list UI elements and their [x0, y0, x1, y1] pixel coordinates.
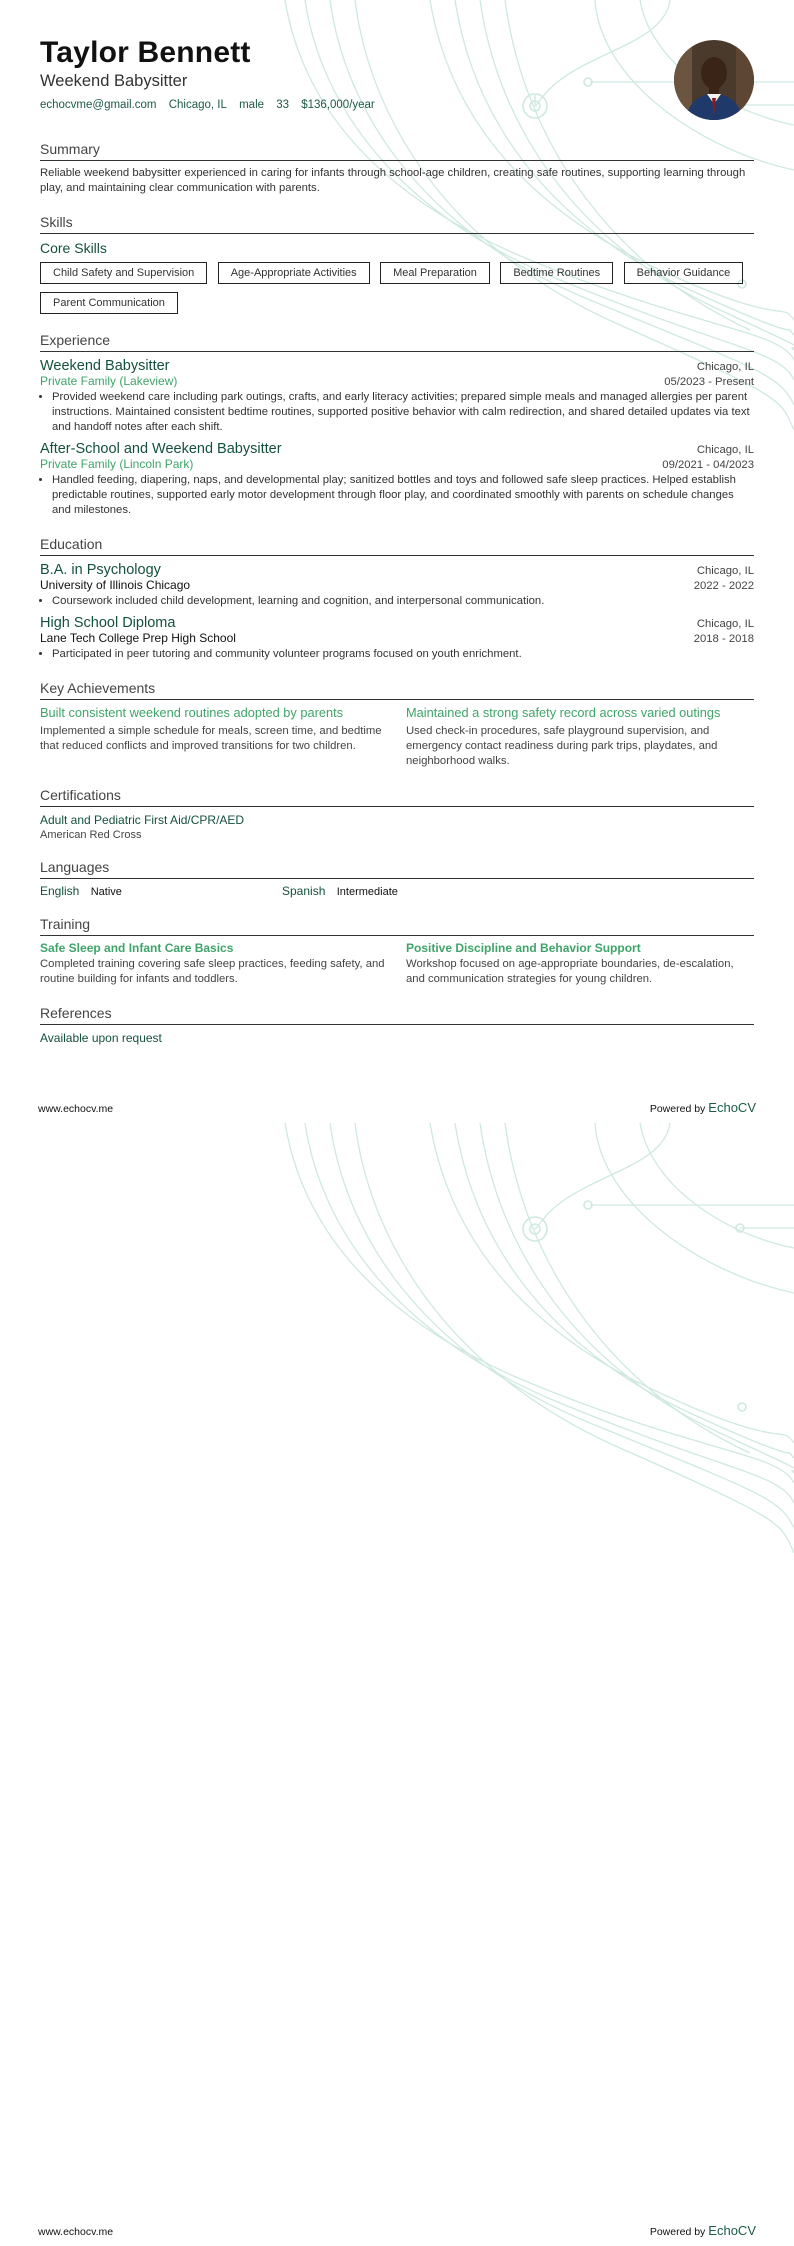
language-name: English [40, 884, 80, 898]
experience-entry [40, 441, 754, 518]
page-footer [38, 1100, 756, 1115]
footer-powered-by [650, 2223, 756, 2238]
achievement-item [40, 705, 388, 769]
resume-page-2 [0, 1123, 794, 2246]
experience-entry [40, 358, 754, 435]
education-entry [40, 562, 754, 609]
education-heading: Education [40, 536, 754, 556]
job-location: Chicago, IL [696, 444, 754, 456]
language-item [282, 884, 524, 898]
contact-salary: $136,000/year [301, 99, 375, 111]
school-location: Chicago, IL [696, 618, 754, 630]
skill-tag: Bedtime Routines [500, 262, 613, 284]
school-location: Chicago, IL [696, 565, 754, 577]
languages-section [40, 859, 754, 898]
school-name: University of Illinois Chicago [40, 578, 191, 592]
language-name: Spanish [282, 884, 326, 898]
experience-section [40, 332, 754, 518]
job-employer: Private Family (Lakeview) [40, 374, 178, 388]
certifications-section [40, 787, 754, 841]
training-desc: Workshop focused on age-appropriate boundaries, de-escalation, and communication strategies for young children. [406, 958, 734, 985]
education-dates: 2018 - 2018 [693, 633, 754, 645]
footer-site-link[interactable]: www.echocv.me [38, 1103, 114, 1115]
achievements-heading: Key Achievements [40, 680, 754, 700]
education-dates: 2022 - 2022 [693, 580, 754, 592]
certifications-heading: Certifications [40, 787, 754, 807]
school-name: Lane Tech College Prep High School [40, 631, 236, 645]
education-entry [40, 615, 754, 662]
certification-issuer: American Red Cross [40, 829, 142, 841]
contact-gender: male [239, 99, 265, 111]
powered-by-text: Powered by [649, 2226, 706, 2238]
language-item [40, 884, 282, 898]
job-dates: 05/2023 - Present [664, 376, 754, 388]
education-bullet: • Participated in peer tutoring and community volunteer programs focused on youth enrichment. [52, 647, 754, 662]
contact-email[interactable]: echocvme@gmail.com [40, 99, 157, 111]
page-footer [38, 2223, 756, 2238]
education-section [40, 536, 754, 662]
achievement-desc: Used check-in procedures, safe playground supervision, and emergency contact readiness during park trips, playdates, and neighborhood walks. [406, 725, 718, 767]
achievement-title: Built consistent weekend routines adopted by parents [40, 705, 344, 720]
achievement-title: Maintained a strong safety record across varied outings [406, 705, 721, 720]
training-item [40, 941, 388, 987]
contact-info [40, 99, 754, 111]
job-location: Chicago, IL [696, 361, 754, 373]
contact-age: 33 [276, 99, 290, 111]
job-title: After-School and Weekend Babysitter [40, 441, 282, 457]
skill-tag: Meal Preparation [380, 262, 490, 284]
contact-location: Chicago, IL [168, 99, 227, 111]
training-item [406, 941, 754, 987]
skill-tag: Child Safety and Supervision [40, 262, 207, 284]
skills-group-title: Core Skills [40, 240, 107, 256]
summary-heading: Summary [40, 141, 754, 161]
skill-tag: Age-Appropriate Activities [218, 262, 370, 284]
footer-powered-by [650, 1100, 756, 1115]
skill-tag: Behavior Guidance [624, 262, 744, 284]
degree-title: High School Diploma [40, 615, 176, 631]
achievement-desc: Implemented a simple schedule for meals, screen time, and bedtime that reduced conflicts and improved transitions for two children. [40, 725, 382, 752]
references-heading: References [40, 1005, 754, 1025]
language-level: Intermediate [336, 886, 398, 898]
skills-tags [40, 262, 754, 322]
experience-heading: Experience [40, 332, 754, 352]
certification-name: Adult and Pediatric First Aid/CPR/AED [40, 813, 245, 827]
powered-by-text: Powered by [649, 1103, 706, 1115]
training-section [40, 916, 754, 987]
brand-logo[interactable]: EchoCV [708, 1100, 756, 1115]
training-heading: Training [40, 916, 754, 936]
candidate-name: Taylor Bennett [40, 36, 251, 69]
skill-tag: Parent Communication [40, 292, 178, 314]
language-level: Native [90, 886, 122, 898]
training-desc: Completed training covering safe sleep practices, feeding safety, and routine building for infants and toddlers. [40, 958, 385, 985]
references-section [40, 1005, 754, 1045]
education-bullet: • Coursework included child development, learning and cognition, and interpersonal communication. [52, 594, 754, 609]
references-text: Available upon request [40, 1031, 162, 1045]
candidate-title: Weekend Babysitter [40, 72, 188, 90]
degree-title: B.A. in Psychology [40, 562, 161, 578]
summary-text: Reliable weekend babysitter experienced in caring for infants through school-age children, creating safe routines, supporting learning through play, and maintaining clear communication with parents. [40, 167, 746, 194]
skills-heading: Skills [40, 214, 754, 234]
job-bullet: • Provided weekend care including park outings, crafts, and early literacy activities; prepared simple meals and managed allergies per parent instructions. Maintained consistent bedtime routines, supported positive behavior with calm redirection, and shared detailed updates via text and handoff notes after each shift. [52, 390, 754, 435]
job-employer: Private Family (Lincoln Park) [40, 457, 194, 471]
job-bullet: • Handled feeding, diapering, naps, and developmental play; sanitized bottles and toys and followed safe sleep practices. Helped establish predictable routines, supported early motor development through floor play, and coordinated smoothly with parents on schedule changes and milestones. [52, 473, 754, 518]
summary-section [40, 141, 754, 196]
job-dates: 09/2021 - 04/2023 [662, 459, 754, 471]
languages-heading: Languages [40, 859, 754, 879]
training-title: Positive Discipline and Behavior Support [406, 941, 641, 955]
job-title: Weekend Babysitter [40, 358, 170, 374]
skills-section [40, 214, 754, 322]
training-title: Safe Sleep and Infant Care Basics [40, 941, 234, 955]
footer-site-link[interactable]: www.echocv.me [38, 2226, 114, 2238]
achievement-item [406, 705, 754, 769]
achievements-section [40, 680, 754, 769]
background-circuit-decoration [0, 1123, 794, 2246]
brand-logo[interactable]: EchoCV [708, 2223, 756, 2238]
